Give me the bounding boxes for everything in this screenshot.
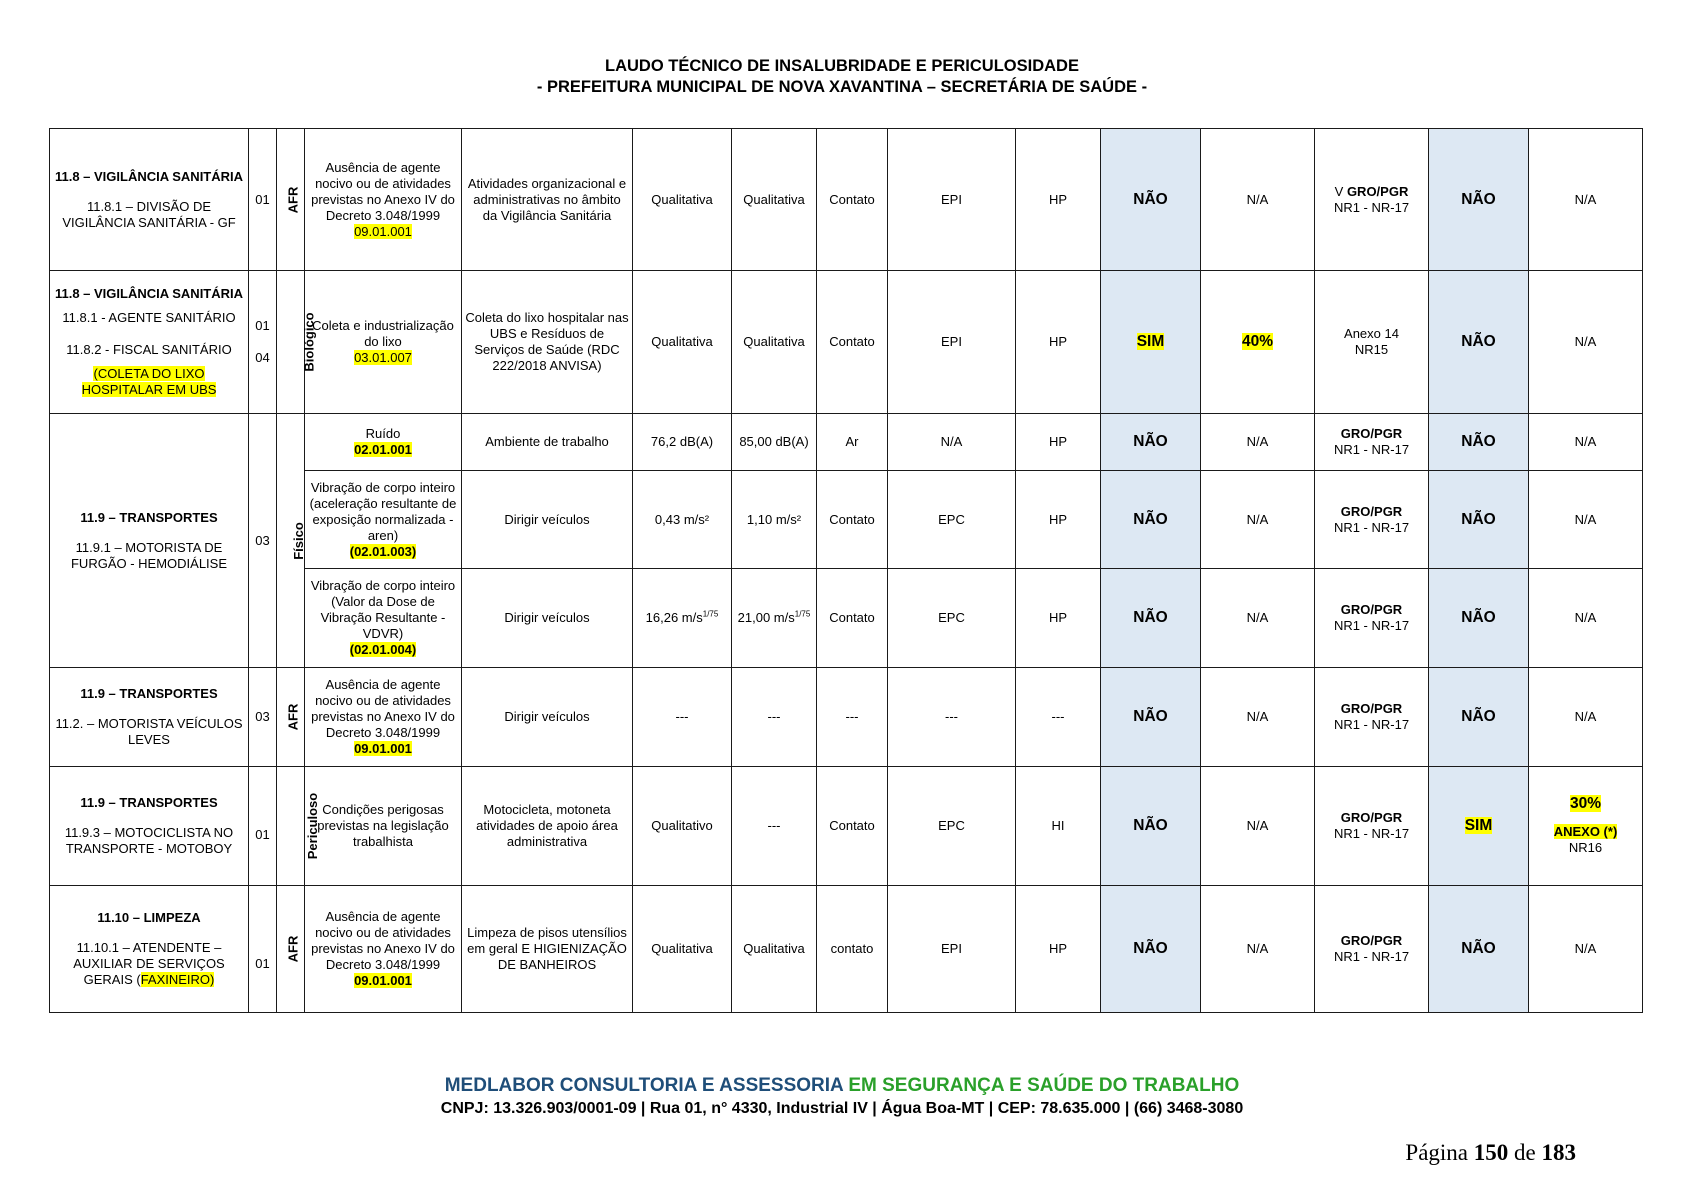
document-subtitle: - PREFEITURA MUNICIPAL DE NOVA XAVANTINA – SECRETÁRIA DE SAÚDE - xyxy=(536,78,1148,96)
document-title: LAUDO TÉCNICO DE INSALUBRIDADE E PERICULOSIDADE xyxy=(605,57,1079,75)
agent-description: Ruído xyxy=(365,426,401,441)
agent-description: Ausência de agente nocivo ou de atividades previstas no Anexo IV do Decreto 3.048/1999 xyxy=(311,159,455,223)
protection-cell: EPI xyxy=(888,886,1016,1013)
norm-bold: GRO/PGR xyxy=(1340,426,1403,441)
norm-cell xyxy=(1315,668,1429,767)
norm-cell xyxy=(1315,767,1429,886)
periculosity-cell: NÃO xyxy=(1429,271,1529,414)
exposure-cell: Contato xyxy=(817,271,888,414)
worker-count xyxy=(249,767,277,886)
evaluation-cell xyxy=(633,569,732,668)
insalubrity-cell: NÃO xyxy=(1101,129,1201,271)
evaluation-cell: Qualitativa xyxy=(633,271,732,414)
exposure-cell: Contato xyxy=(817,767,888,886)
periculosity-cell: NÃO xyxy=(1429,471,1529,569)
role-highlight: FAXINEIRO) xyxy=(140,972,215,987)
activity-cell: Dirigir veículos xyxy=(462,471,633,569)
sector-label: 11.10 – LIMPEZA xyxy=(97,910,201,925)
exposure-cell: Contato xyxy=(817,129,888,271)
habit-cell: HI xyxy=(1016,767,1101,886)
norm-cell xyxy=(1315,414,1429,471)
worker-count-value: 01 xyxy=(255,827,270,842)
role-label: 11.9.1 – MOTORISTA DE FURGÃO - HEMODIÁLISE xyxy=(70,539,228,571)
insalubrity-cell: NÃO xyxy=(1101,471,1201,569)
norm-bold: GRO/PGR xyxy=(1340,602,1403,617)
norm-rest: NR1 - NR-17 xyxy=(1333,826,1410,841)
periculosity-cell: NÃO xyxy=(1429,886,1529,1013)
agent-type-cell xyxy=(277,668,305,767)
insalubrity-cell: NÃO xyxy=(1101,414,1201,471)
agent-description: Ausência de agente nocivo ou de atividades previstas no Anexo IV do Decreto 3.048/1999 xyxy=(311,909,455,972)
exposure-cell: --- xyxy=(817,668,888,767)
table-row xyxy=(50,886,1643,1013)
footer-company-name: MEDLABOR CONSULTORIA E ASSESSORIA xyxy=(444,1075,849,1096)
evaluation-value: 16,26 m/s xyxy=(645,610,703,625)
page-current: 150 xyxy=(1473,1140,1509,1165)
insalubrity-cell xyxy=(1101,271,1201,414)
risk-table xyxy=(49,128,1643,1013)
limit-cell xyxy=(732,569,817,668)
worker-count: 03 xyxy=(249,668,277,767)
worker-count: 03 xyxy=(249,414,277,668)
page-number xyxy=(1405,1140,1576,1166)
agent-description: Coleta e industrialização do lixo xyxy=(312,318,454,349)
sector-label: 11.9 – TRANSPORTES xyxy=(80,686,218,701)
agent-description: Vibração de corpo inteiro (aceleração resultante de exposição normalizada - aren) xyxy=(309,479,457,543)
habit-cell: HP xyxy=(1016,471,1101,569)
agent-type-cell xyxy=(277,271,317,414)
activity-cell: Motocicleta, motoneta atividades de apoio área administrativa xyxy=(462,767,633,886)
sector-label: 11.9 – TRANSPORTES xyxy=(80,509,218,525)
role-label: 11.9.3 – MOTOCICLISTA NO TRANSPORTE - MOTOBOY xyxy=(64,825,234,856)
norm-bold: GRO/PGR xyxy=(1340,701,1403,716)
insalubrity-cell: NÃO xyxy=(1101,668,1201,767)
exposure-cell: Contato xyxy=(817,471,888,569)
agent-cell xyxy=(305,886,462,1013)
evaluation-cell: Qualitativa xyxy=(633,886,732,1013)
habit-cell: HP xyxy=(1016,886,1101,1013)
activity-cell: Ambiente de trabalho xyxy=(462,414,633,471)
table-row xyxy=(50,668,1643,767)
periculosity-degree-cell: N/A xyxy=(1529,129,1643,271)
agent-type-cell xyxy=(277,414,305,668)
page-total: 183 xyxy=(1541,1140,1576,1165)
worker-count-cell xyxy=(249,271,277,414)
agent-code: 09.01.001 xyxy=(354,223,412,239)
exposure-cell: Contato xyxy=(817,569,888,668)
sector-cell xyxy=(50,767,249,886)
limit-cell: Qualitativa xyxy=(732,271,817,414)
norm-nr: NR15 xyxy=(1354,342,1389,357)
agent-type-label: Periculoso xyxy=(305,792,321,860)
role-label: 11.10.1 – ATENDENTE – AUXILIAR DE SERVIÇOS GERAIS ( xyxy=(73,940,225,987)
protection-cell: EPC xyxy=(888,569,1016,668)
limit-cell: --- xyxy=(732,668,817,767)
norm-rest: NR1 - NR-17 xyxy=(1333,442,1410,457)
periculosity-degree-cell: N/A xyxy=(1529,886,1643,1013)
agent-description: Vibração de corpo inteiro (Valor da Dose de Vibração Resultante - VDVR) xyxy=(310,578,456,641)
periculosity-degree-cell: N/A xyxy=(1529,668,1643,767)
agent-type-label: AFR xyxy=(285,703,301,731)
protection-cell: EPI xyxy=(888,129,1016,271)
limit-cell: 85,00 dB(A) xyxy=(732,414,817,471)
evaluation-cell: 76,2 dB(A) xyxy=(633,414,732,471)
activity-cell: Dirigir veículos xyxy=(462,668,633,767)
limit-value: 21,00 m/s xyxy=(737,610,795,625)
limit-cell: 1,10 m/s² xyxy=(732,471,817,569)
periculosity-cell xyxy=(1429,767,1529,886)
periculosity-annex: ANEXO (*) xyxy=(1553,824,1618,839)
periculosity-cell: NÃO xyxy=(1429,129,1529,271)
sector-cell xyxy=(50,668,249,767)
periculosity-value: SIM xyxy=(1464,817,1493,834)
norm-cell xyxy=(1315,886,1429,1013)
agent-type-cell xyxy=(277,129,305,271)
agent-cell xyxy=(305,129,462,271)
table-row xyxy=(50,414,1643,471)
agent-code: 09.01.001 xyxy=(354,973,412,988)
activity-cell: Dirigir veículos xyxy=(462,569,633,668)
agent-code: 03.01.007 xyxy=(354,350,412,365)
norm-cell xyxy=(1315,271,1429,414)
role-label: 11.8.1 – DIVISÃO DE VIGILÂNCIA SANITÁRIA - GF xyxy=(62,198,236,230)
agent-code: 02.01.001 xyxy=(354,442,412,457)
footer-company xyxy=(0,1075,1684,1097)
norm-bold: GRO/PGR xyxy=(1340,933,1403,948)
worker-count: 01 xyxy=(249,129,277,271)
sector-label: 11.8 – VIGILÂNCIA SANITÁRIA xyxy=(54,168,244,184)
evaluation-cell: Qualitativa xyxy=(633,129,732,271)
evaluation-cell: Qualitativo xyxy=(633,767,732,886)
sector-cell xyxy=(50,129,249,271)
periculosity-cell: NÃO xyxy=(1429,668,1529,767)
norm-rest: NR1 - NR-17 xyxy=(1333,199,1410,215)
insalubrity-degree-cell: N/A xyxy=(1201,569,1315,668)
limit-cell: Qualitativa xyxy=(732,886,817,1013)
protection-cell: EPC xyxy=(888,471,1016,569)
activity-cell: Limpeza de pisos utensílios em geral E HIGIENIZAÇÃO DE BANHEIROS xyxy=(462,886,633,1013)
activity-cell: Coleta do lixo hospitalar nas UBS e Resíduos de Serviços de Saúde (RDC 222/2018 ANVISA) xyxy=(462,271,633,414)
insalubrity-degree-cell: N/A xyxy=(1201,668,1315,767)
norm-rest: NR1 - NR-17 xyxy=(1333,618,1410,633)
agent-type-cell xyxy=(277,767,321,886)
evaluation-exponent: 1/75 xyxy=(702,609,719,619)
norm-rest: NR1 - NR-17 xyxy=(1333,949,1410,964)
agent-type-label: AFR xyxy=(285,935,301,963)
agent-description: Ausência de agente nocivo ou de atividades previstas no Anexo IV do Decreto 3.048/1999 xyxy=(311,677,455,740)
norm-cell xyxy=(1315,569,1429,668)
norm-cell xyxy=(1315,471,1429,569)
role-note: (COLETA DO LIXO HOSPITALAR EM UBS xyxy=(81,366,217,397)
periculosity-degree-cell: N/A xyxy=(1529,271,1643,414)
document-header xyxy=(0,56,1684,98)
agent-cell: Condições perigosas previstas na legislação trabalhista xyxy=(305,767,462,886)
limit-exponent: 1/75 xyxy=(794,609,811,619)
norm-bold: GRO/PGR xyxy=(1340,810,1403,825)
worker-count xyxy=(249,886,277,1013)
sector-cell xyxy=(50,886,249,1013)
habit-cell: HP xyxy=(1016,569,1101,668)
role-label: 11.2. – MOTORISTA VEÍCULOS LEVES xyxy=(55,716,243,747)
sector-label: 11.9 – TRANSPORTES xyxy=(80,795,218,810)
norm-cell xyxy=(1315,129,1429,271)
protection-cell: --- xyxy=(888,668,1016,767)
habit-cell: HP xyxy=(1016,129,1101,271)
habit-cell: HP xyxy=(1016,414,1101,471)
periculosity-cell: NÃO xyxy=(1429,569,1529,668)
agent-cell xyxy=(305,668,462,767)
agent-code: 09.01.001 xyxy=(354,741,412,756)
periculosity-cell: NÃO xyxy=(1429,414,1529,471)
evaluation-cell: 0,43 m/s² xyxy=(633,471,732,569)
periculosity-nr: NR16 xyxy=(1568,840,1603,855)
agent-cell xyxy=(305,569,462,668)
role-label-b: 11.8.2 - FISCAL SANITÁRIO xyxy=(66,342,232,357)
table-row xyxy=(50,129,1643,271)
periculosity-degree-cell: N/A xyxy=(1529,569,1643,668)
exposure-cell: Ar xyxy=(817,414,888,471)
sector-cell xyxy=(50,271,249,414)
protection-cell: N/A xyxy=(888,414,1016,471)
norm-rest: NR1 - NR-17 xyxy=(1333,717,1410,732)
insalubrity-cell: NÃO xyxy=(1101,767,1201,886)
agent-type-label: Biológico xyxy=(301,312,317,372)
worker-count-value: 01 xyxy=(255,956,270,971)
norm-bold: GRO/PGR xyxy=(1340,503,1403,519)
evaluation-cell: --- xyxy=(633,668,732,767)
norm-rest: NR1 - NR-17 xyxy=(1333,519,1410,535)
insalubrity-degree-cell: N/A xyxy=(1201,414,1315,471)
insalubrity-degree-cell xyxy=(1201,271,1315,414)
agent-cell xyxy=(305,471,462,569)
agent-code: (02.01.004) xyxy=(349,642,417,657)
sector-cell xyxy=(50,414,249,668)
habit-cell: HP xyxy=(1016,271,1101,414)
protection-cell: EPC xyxy=(888,767,1016,886)
norm-annex: Anexo 14 xyxy=(1344,326,1399,341)
limit-cell: Qualitativa xyxy=(732,129,817,271)
protection-cell: EPI xyxy=(888,271,1016,414)
page-label: Página xyxy=(1405,1140,1474,1165)
insalubrity-degree-cell: N/A xyxy=(1201,886,1315,1013)
periculosity-degree: 30% xyxy=(1569,795,1602,812)
periculosity-degree-cell xyxy=(1529,767,1643,886)
insalubrity-cell: NÃO xyxy=(1101,569,1201,668)
worker-count-b: 04 xyxy=(255,350,270,365)
insalubrity-degree-cell: N/A xyxy=(1201,471,1315,569)
footer-company-area: EM SEGURANÇA E SAÚDE DO TRABALHO xyxy=(848,1075,1240,1096)
page-separator: de xyxy=(1508,1140,1542,1165)
table-row xyxy=(50,271,1643,414)
norm-prefix: V xyxy=(1334,183,1347,199)
agent-type-label: Físico xyxy=(290,521,306,560)
insalubrity-degree: 40% xyxy=(1241,333,1274,350)
table-row xyxy=(50,767,1643,886)
worker-count-a: 01 xyxy=(255,318,270,333)
agent-type-label: AFR xyxy=(285,186,301,213)
agent-code: (02.01.003) xyxy=(349,543,417,559)
limit-cell: --- xyxy=(732,767,817,886)
agent-cell xyxy=(305,414,462,471)
activity-cell: Atividades organizacional e administrativas no âmbito da Vigilância Sanitária xyxy=(462,129,633,271)
habit-cell: --- xyxy=(1016,668,1101,767)
role-label-a: 11.8.1 - AGENTE SANITÁRIO xyxy=(62,310,236,325)
insalubrity-value: SIM xyxy=(1136,333,1165,350)
periculosity-degree-cell: N/A xyxy=(1529,471,1643,569)
insalubrity-cell: NÃO xyxy=(1101,886,1201,1013)
agent-type-cell xyxy=(277,886,305,1013)
agent-cell xyxy=(305,271,462,414)
insalubrity-degree-cell: N/A xyxy=(1201,767,1315,886)
sector-label: 11.8 – VIGILÂNCIA SANITÁRIA xyxy=(54,286,244,301)
periculosity-degree-cell: N/A xyxy=(1529,414,1643,471)
footer-address: CNPJ: 13.326.903/0001-09 | Rua 01, n° 4330, Industrial IV | Água Boa-MT | CEP: 78.635.000 | (66) 3468-3080 xyxy=(440,1100,1244,1117)
norm-bold: GRO/PGR xyxy=(1346,183,1409,199)
insalubrity-degree-cell: N/A xyxy=(1201,129,1315,271)
exposure-cell: contato xyxy=(817,886,888,1013)
